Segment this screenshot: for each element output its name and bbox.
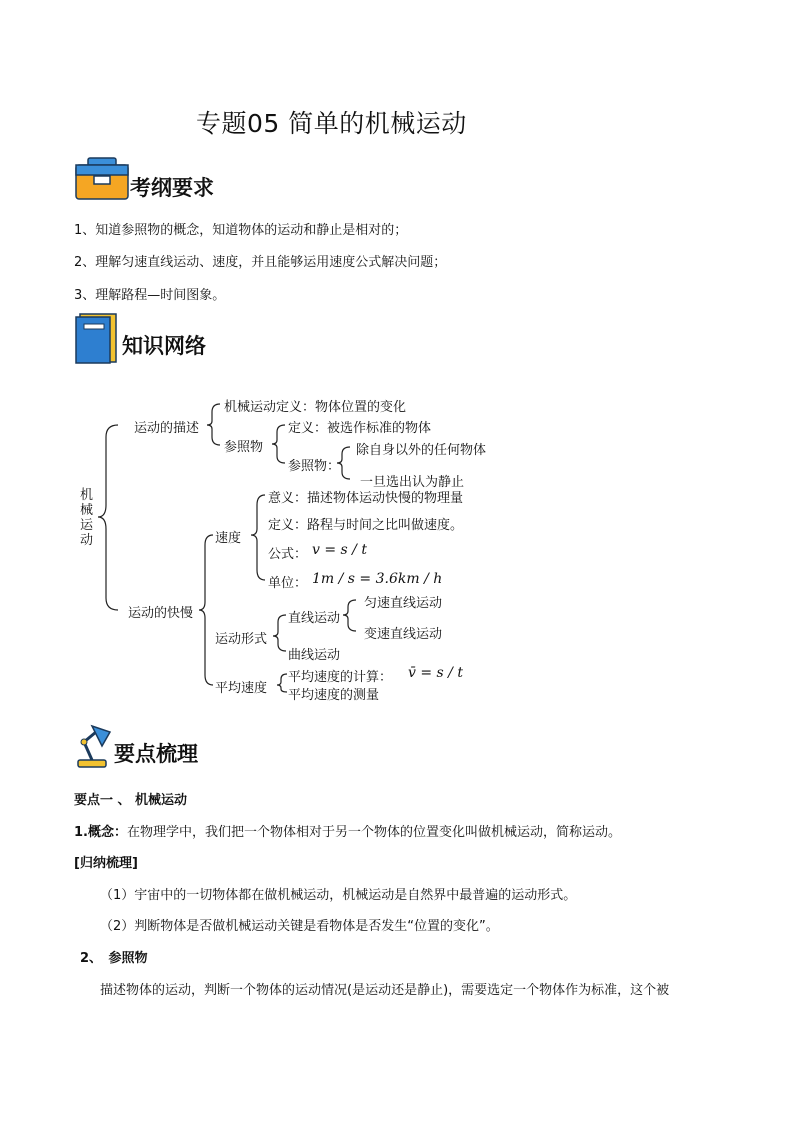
concept-label: 1.概念： (74, 825, 127, 840)
section-title-zhishi: 知识网络 (122, 334, 206, 358)
concept-paragraph (74, 821, 621, 840)
tree-avg-formula: v̄ = s / t (408, 665, 463, 681)
tree-curve: 曲线运动 (288, 648, 341, 663)
tree-avg-speed: 平均速度 (215, 681, 268, 696)
tree-avg-calc: 平均速度的计算： (288, 670, 393, 685)
tree-avg-measure: 平均速度的测量 (288, 688, 380, 703)
tree-speed-meaning: 意义：描述物体运动快慢的物理量 (268, 491, 464, 506)
tree-ref-obj: 参照物： (288, 459, 341, 474)
tree-unit: 1m / s = 3.6km / h (312, 571, 443, 587)
tree-speed-def: 定义：路程与时间之比叫做速度。 (268, 518, 464, 533)
tree-ref-obj-b: 一旦选出认为静止 (360, 475, 465, 490)
requirement-item-3: 3、理解路程—时间图象。 (74, 288, 226, 303)
tree-ref-obj-a: 除自身以外的任何物体 (356, 443, 487, 458)
requirement-item-2: 2、理解匀速直线运动、速度，并且能够运用速度公式解决问题； (74, 255, 447, 270)
tree-motion-form: 运动形式 (215, 632, 268, 647)
concept-text: 在物理学中，我们把一个物体相对于另一个物体的位置变化叫做机械运动，简称运动。 (126, 825, 621, 840)
tree-definition: 机械运动定义：物体位置的变化 (224, 400, 407, 415)
summary-item-1: （1）宇宙中的一切物体都在做机械运动，机械运动是自然界中最普遍的运动形式。 (100, 888, 577, 903)
tree-uniform: 匀速直线运动 (364, 596, 443, 611)
section-title-kaogang: 考纲要求 (130, 176, 214, 200)
point-1-heading: 要点一 、 机械运动 (74, 793, 188, 808)
tree-unit-label: 单位： (268, 576, 308, 591)
tree-ref-def: 定义：被选作标准的物体 (288, 421, 432, 436)
summary-item-2: （2）判断物体是否做机械运动关键是看物体是否发生“位置的变化”。 (100, 919, 499, 934)
tree-variable: 变速直线运动 (364, 627, 443, 642)
tree-speed: 速度 (215, 531, 242, 546)
tree-straight: 直线运动 (288, 611, 341, 626)
section-title-yaodian: 要点梳理 (114, 742, 198, 766)
tree-root: 机械运动 (80, 488, 94, 548)
page-title: 专题05 简单的机械运动 (196, 109, 467, 138)
tree-reference: 参照物 (224, 440, 264, 455)
desk-lamp-icon (72, 722, 116, 770)
tree-speed-branch: 运动的快慢 (128, 606, 194, 621)
tree-formula: v = s / t (312, 542, 367, 558)
point-2-text: 描述物体的运动，判断一个物体的运动情况(是运动还是静止)，需要选定一个物体作为标准，这个被 (100, 983, 670, 998)
summary-label: [归纳梳理] (74, 856, 138, 871)
requirement-item-1: 1、知道参照物的概念，知道物体的运动和静止是相对的； (74, 223, 408, 238)
point-2-heading: 2、 参照物 (80, 951, 148, 966)
tree-formula-label: 公式： (268, 547, 308, 562)
tree-describe: 运动的描述 (134, 421, 200, 436)
